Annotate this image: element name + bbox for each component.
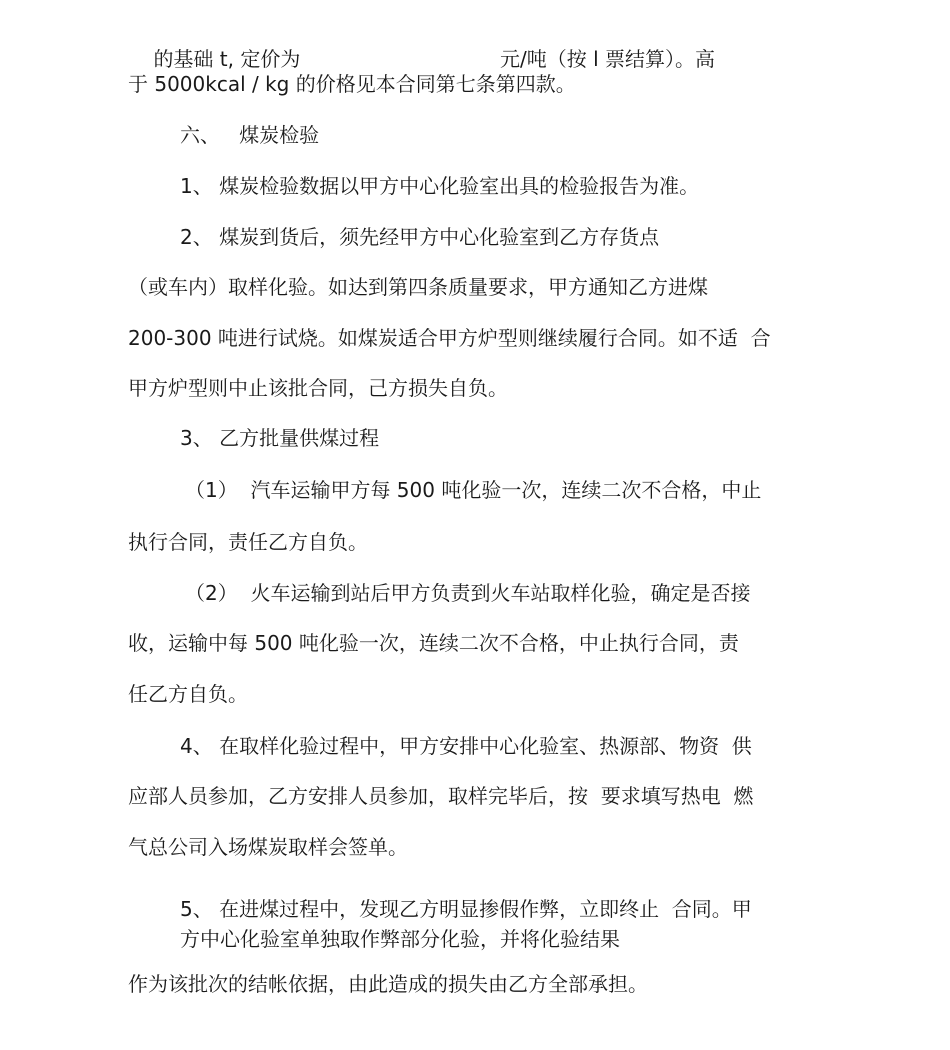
text-line-6: （或车内）取样化验。如达到第四条质量要求，甲方通知乙方进煤 xyxy=(128,275,708,299)
text-line-1-part-b: 元/吨（按 l 票结算）。高 xyxy=(500,47,716,71)
text-line-4: 1、 煤炭检验数据以甲方中心化验室出具的检验报告为准。 xyxy=(180,174,700,198)
text-line-16: 应部人员参加，乙方安排人员参加，取样完毕后，按 要求填写热电 燃 xyxy=(128,784,754,808)
text-line-15: 4、 在取样化验过程中，甲方安排中心化验室、热源部、物资 供 xyxy=(180,734,752,758)
text-line-18: 5、 在进煤过程中，发现乙方明显掺假作弊，立即终止 合同。甲 xyxy=(180,897,752,921)
text-line-10: （1） 汽车运输甲方每 500 吨化验一次，连续二次不合格，中止 xyxy=(185,478,762,502)
section-heading-6: 六、 煤炭检验 xyxy=(180,123,320,147)
text-line-11: 执行合同，责任乙方自负。 xyxy=(128,530,368,554)
text-line-12: （2） 火车运输到站后甲方负责到火车站取样化验，确定是否接 xyxy=(185,581,751,605)
text-line-1 xyxy=(128,20,716,71)
text-line-20: 作为该批次的结帐依据，由此造成的损失由乙方全部承担。 xyxy=(128,972,648,996)
text-line-7: 200-300 吨进行试烧。如煤炭适合甲方炉型则继续履行合同。如不适 合 xyxy=(128,326,771,350)
text-line-19: 方中心化验室单独取作弊部分化验，并将化验结果 xyxy=(180,927,620,951)
text-line-13: 收，运输中每 500 吨化验一次，连续二次不合格，中止执行合同，责 xyxy=(128,631,739,655)
text-line-8: 甲方炉型则中止该批合同，己方损失自负。 xyxy=(128,376,508,400)
text-line-14: 任乙方自负。 xyxy=(128,682,248,706)
text-line-9: 3、 乙方批量供煤过程 xyxy=(180,426,380,450)
text-line-1-part-a: 的基础 t, 定价为 xyxy=(153,47,301,71)
text-line-5: 2、 煤炭到货后，须先经甲方中心化验室到乙方存货点 xyxy=(180,225,660,249)
text-line-17: 气总公司入场煤炭取样会签单。 xyxy=(128,835,408,859)
text-line-2: 于 5000kcal / kg 的价格见本合同第七条第四款。 xyxy=(128,72,576,96)
